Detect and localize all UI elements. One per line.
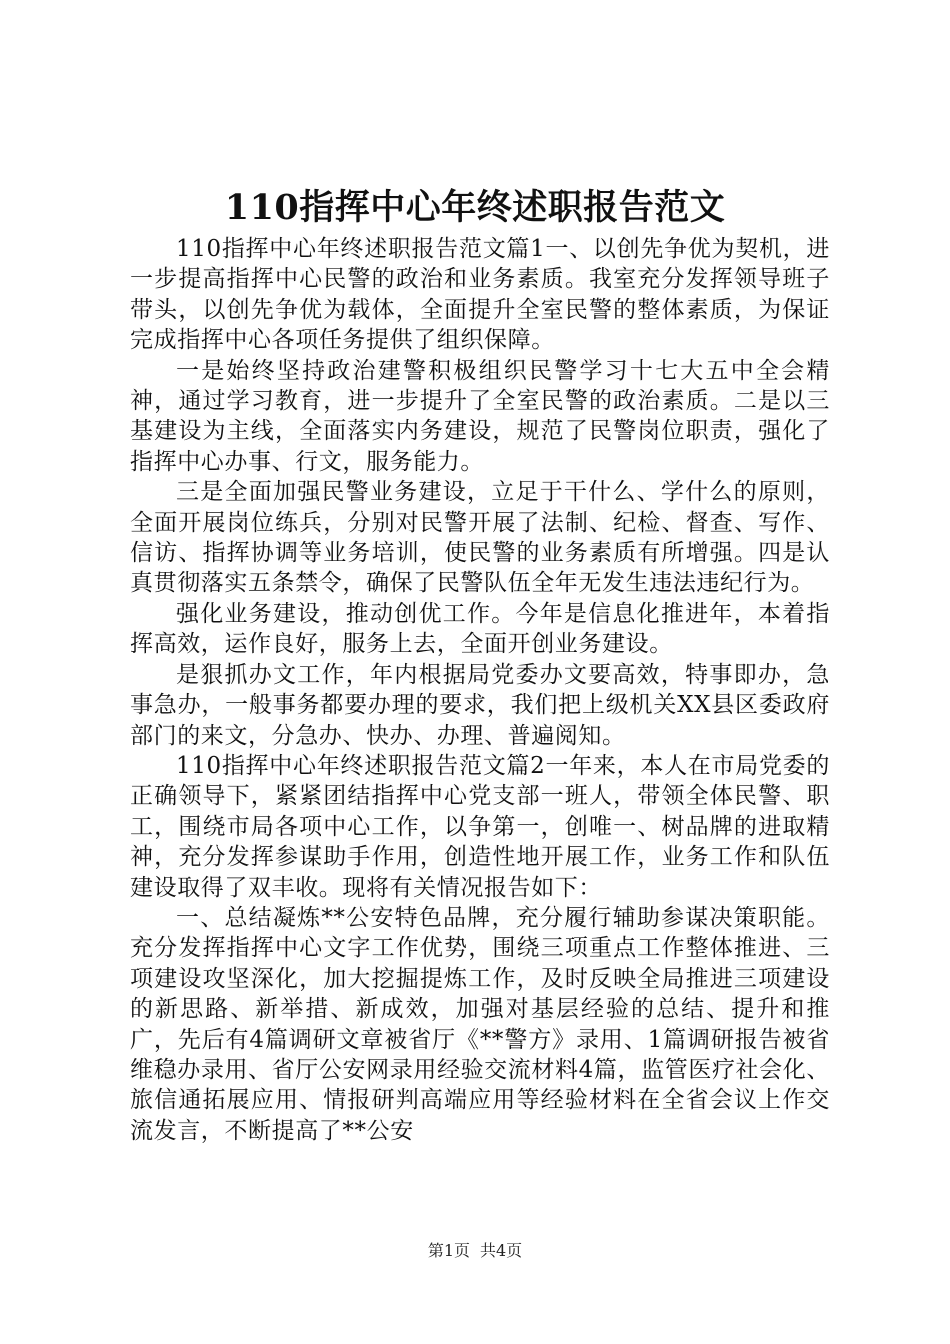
paragraph: 是狠抓办文工作，年内根据局党委办文要高效，特事即办，急事急办，一般事务都要办理的要求，我们把上级机关XX县区委政府部门的来文，分急办、快办、办理、普遍阅知。 — [130, 661, 830, 749]
paragraph: 强化业务建设，推动创优工作。今年是信息化推进年，本着指挥高效，运作良好，服务上去，全面开创业务建设。 — [130, 600, 830, 658]
paragraph: 三是全面加强民警业务建设，立足于干什么、学什么的原则，全面开展岗位练兵，分别对民警开展了法制、纪检、督查、写作、信访、指挥协调等业务培训，使民警的业务素质有所增强。四是认真贯彻落实五条禁令，确保了民警队伍全年无发生违法违纪行为。 — [130, 479, 830, 597]
page-total: 共4页 — [480, 1241, 523, 1260]
page-number: 第1页 — [427, 1241, 470, 1260]
paragraph: 一、总结凝炼**公安特色品牌，充分履行辅助参谋决策职能。充分发挥指挥中心文字工作优势，围绕三项重点工作整体推进、三项建设攻坚深化，加大挖掘提炼工作，及时反映全局推进三项建设的新思路、新举措、新成效，加强对基层经验的总结、提升和推广，先后有4篇调研文章被省厅《**警方》录用、1篇调研报告被省维稳办录用、省厅公安网录用经验交流材料4篇，监管医疗社会化、旅信通拓展应用、情报研判高端应用等经验材料在全省会议上作交流发言，不断提高了**公安 — [130, 904, 830, 1144]
paragraph: 一是始终坚持政治建警积极组织民警学习十七大五中全会精神，通过学习教育，进一步提升了全室民警的政治素质。二是以三基建设为主线，全面落实内务建设，规范了民警岗位职责，强化了指挥中心办事、行文，服务能力。 — [130, 357, 830, 475]
paragraph: 110指挥中心年终述职报告范文篇2一年来，本人在市局党委的正确领导下，紧紧团结指挥中心党支部一班人，带领全体民警、职工，围绕市局各项中心工作，以争第一，创唯一、树品牌的进取精神，充分发挥参谋助手作用，创造性地开展工作，业务工作和队伍建设取得了双丰收。现将有关情况报告如下： — [130, 752, 830, 901]
paragraph: 110指挥中心年终述职报告范文篇1一、以创先争优为契机，进一步提高指挥中心民警的政治和业务素质。我室充分发挥领导班子带头，以创先争优为载体，全面提升全室民警的整体素质，为保证完成指挥中心各项任务提供了组织保障。 — [130, 236, 830, 354]
page-footer — [0, 1240, 950, 1262]
document-title: 110指挥中心年终述职报告范文 — [224, 187, 726, 228]
document-body — [130, 234, 830, 1146]
